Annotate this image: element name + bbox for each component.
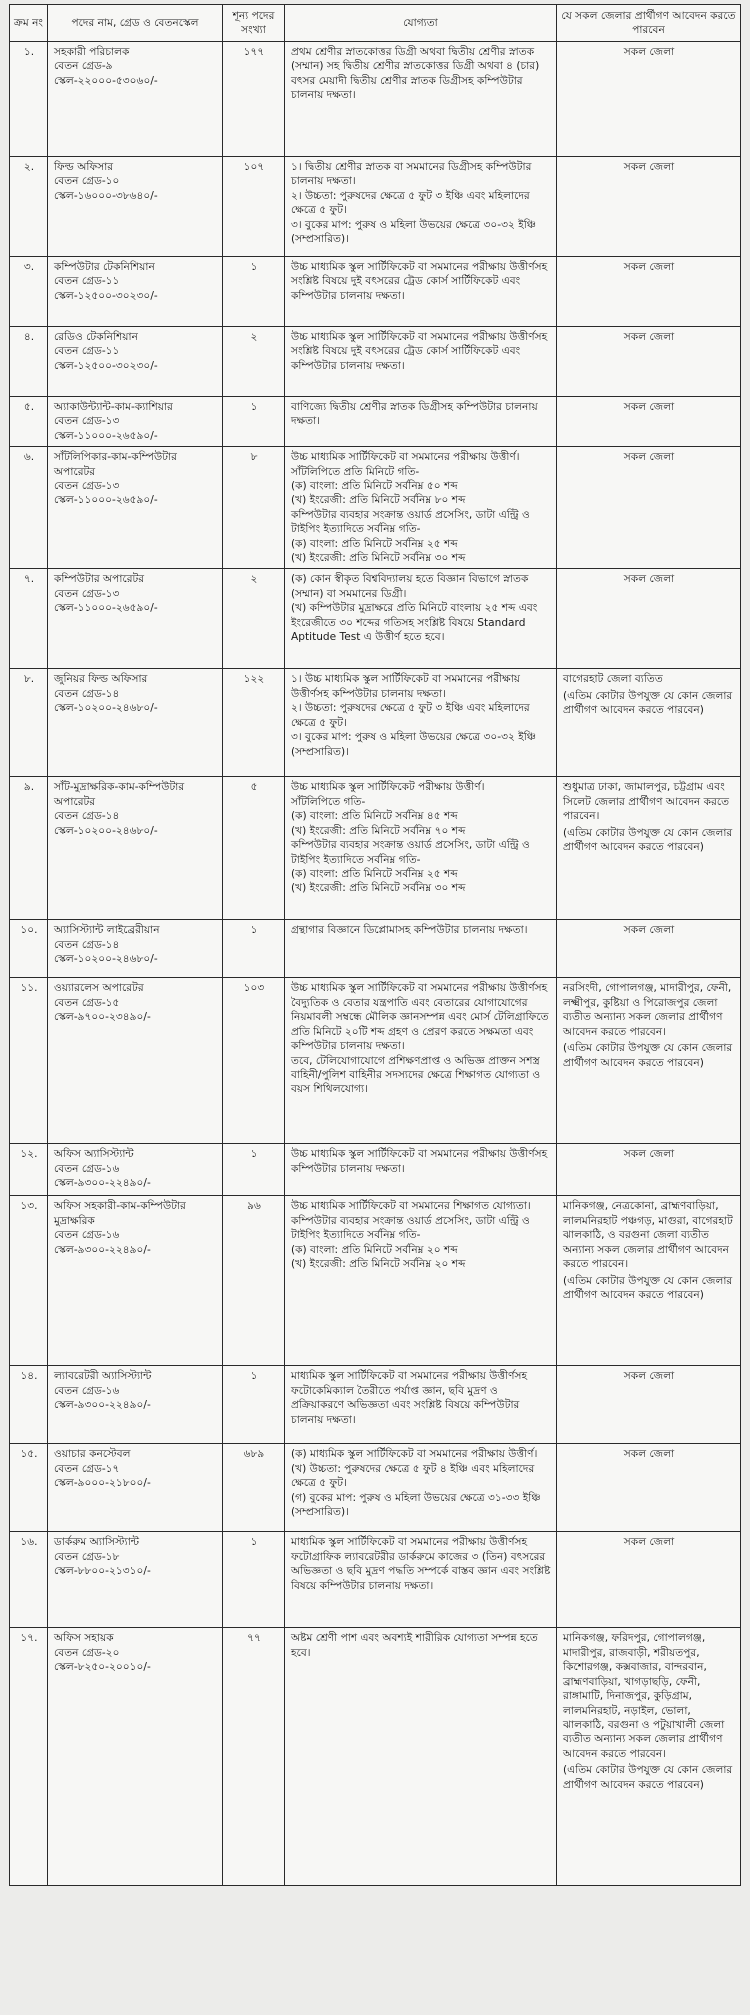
qualification-cell [285,669,557,777]
post-detail-line: ওয়্যারলেস অপারেটর [54,982,144,995]
serial-number-cell: ১১. [10,978,48,1144]
qualification-line: ২। উচ্চতা: পুরুষদের ক্ষেত্রে ৫ ফুট ৩ ইঞ্চি এবং মহিলাদের ক্ষেত্রে ৫ ফুট। [291,702,530,729]
post-detail-line: বেতন গ্রেড-১৮ [54,1550,120,1563]
qualification-cell [285,920,557,978]
post-detail-line: বেতন গ্রেড-১৪ [54,810,120,823]
qualification-line: উচ্চ মাধ্যমিক স্কুল সার্টিফিকেট পরীক্ষায় উত্তীর্ণ। [291,781,485,794]
table-row [10,1144,741,1196]
eligible-districts-cell [557,1532,741,1628]
post-name-cell [48,1144,223,1196]
vacancy-count-cell: ১২২ [223,669,285,777]
qualification-cell [285,1628,557,1886]
post-detail-line: অফিস সহকারী-কাম-কম্পিউটার মুদ্রাক্ষরিক [54,1200,186,1227]
post-detail-line: বেতন গ্রেড-১০ [54,175,120,188]
district-list: সকল জেলা [623,1370,675,1383]
district-list: মানিকগঞ্জ, নেত্রকোনা, ব্রাহ্মণবাড়িয়া, লালমনিরহাট পঞ্চগড়, মাগুরা, বাগেরহাট ঝালকাঠি, ও বরগুনা জেলা ব্যতীত অন্যান্য সকল জেলার প্রার্থীগণ আবেদন করতে পারবেন। [563,1200,733,1271]
table-row [10,257,741,327]
vacancy-count-cell: ১ [223,1366,285,1444]
qualification-line: ৩। বুকের মাপ: পুরুষ ও মহিলা উভয়ের ক্ষেত্রে ৩০-৩২ ইঞ্চি (সম্প্রসারিত)। [291,218,537,246]
district-list: নরসিংদী, গোপালগঞ্জ, মাদারীপুর, ফেনী, লক্ষ্মীপুর, কুষ্টিয়া ও পিরোজপুর জেলা ব্যতীত অন্যান্য সকল জেলার প্রার্থীগণ আবেদন করতে পারবেন। [563,982,732,1038]
serial-number-cell: ৮. [10,669,48,777]
qualification-cell [285,1444,557,1532]
post-detail-line: স্কেল-১২৫০০-৩০২৩০/- [54,359,158,372]
header-vacancy-count: শূন্য পদের সংখ্যা [223,5,285,42]
qualification-line: উচ্চ মাধ্যমিক স্কুল সার্টিফিকেট বা সমমানের পরীক্ষায় উত্তীর্ণসহ বৈদ্যুতিক ও বেতার যন্ত্রপাতি এবং বেতারের যোগাযোগের নিয়মাবলী সম্বন্ধে মৌলিক জ্ঞানসম্পন্ন এবং মোর্স টেলিগ্রাফিতে প্রতি মিনিটে ২০টি শব্দ গ্রহণ ও প্রেরণ করতে সক্ষমতা এবং কম্পিউটার চালনায় দক্ষতা। [291,982,549,1053]
post-detail-line: স্কেল-২২০০০-৫৩০৬০/- [54,74,158,87]
qualification-line: কম্পিউটার ব্যবহার সংক্রান্ত ওয়ার্ড প্রসেসিং, ডাটা এন্ট্রি ও টাইপিং ইত্যাদিতে সর্বনিম্ন গতি- [291,839,530,866]
post-name-cell [48,157,223,257]
vacancy-rows [10,42,741,1886]
table-row [10,669,741,777]
post-detail-line: বেতন গ্রেড-১৩ [54,415,120,428]
post-detail-line: স্কেল-৯৩০০-২২৪৯০/- [54,1399,151,1412]
qualification-line: মাধ্যমিক স্কুল সার্টিফিকেট বা সমমানের পরীক্ষায় উত্তীর্ণসহ ফটোকেমিক্যাল তৈরীতে পর্যাপ্ত জ্ঞান, ছবি মুদ্রণ ও প্রক্রিয়াকরণে অভিজ্ঞতা এবং সংশ্লিষ্ট বিষয়ে কম্পিউটার চালনায় দক্ষতা। [291,1370,528,1426]
post-detail-line: বেতন গ্রেড-১৪ [54,687,120,700]
post-detail-line: স্কেল-১২৫০০-৩০২৩০/- [54,289,158,302]
table-row [10,42,741,157]
post-name-cell [48,1532,223,1628]
post-name-cell [48,920,223,978]
qualification-line: (ক) বাংলা: প্রতি মিনিটে সর্বনিম্ন ২৫ শব্দ [291,867,458,880]
vacancy-count-cell: ৬৮৯ [223,1444,285,1532]
vacancy-count-cell: ২ [223,569,285,669]
post-detail-line: অফিস সহায়ক [54,1632,114,1645]
qualification-line: সাঁটলিপিতে গতি- [291,795,366,808]
qualification-line: ১। উচ্চ মাধ্যমিক স্কুল সার্টিফিকেট বা সমমানের পরীক্ষায় উত্তীর্ণসহ কম্পিউটার চালনায় দক্ষতা। [291,673,521,700]
district-list: বাগেরহাট জেলা ব্যতিত [563,673,663,686]
eligible-districts-cell [557,669,741,777]
qualification-line: ২। উচ্চতা: পুরুষদের ক্ষেত্রে ৫ ফুট ৩ ইঞ্চি এবং মহিলাদের ক্ষেত্রে ৫ ফুট। [291,189,530,217]
district-list: সকল জেলা [623,924,675,937]
post-detail-line: সাঁটলিপিকার-কাম-কম্পিউটার অপারেটর [54,451,177,478]
post-detail-line: ল্যাবরেটরী অ্যাসিস্ট্যান্ট [54,1370,152,1383]
header-eligible-districts: যে সকল জেলার প্রার্থীগণ আবেদন করতে পারবেন [557,5,741,42]
table-row [10,978,741,1144]
post-name-cell [48,327,223,397]
vacancy-count-cell: ১ [223,397,285,447]
vacancy-count-cell: ২ [223,327,285,397]
post-detail-line: বেতন গ্রেড-১১ [54,275,120,288]
vacancy-count-cell: ১০৩ [223,978,285,1144]
qualification-cell [285,257,557,327]
serial-number-cell: ৯. [10,777,48,920]
qualification-line: ১। দ্বিতীয় শ্রেণীর স্নাতক বা সমমানের ডিগ্রীসহ কম্পিউটার চালনায় দক্ষতা। [291,161,532,188]
qualification-line: তবে, টেলিযোগাযোগে প্রশিক্ষণপ্রাপ্ত ও অভিজ্ঞ প্রাক্তন সশস্ত্র বাহিনী/পুলিশ বাহিনীর সদস্যদের ক্ষেত্রে শিক্ষাগত যোগ্যতা ও বয়স শিথিলযোগ্য। [291,1054,541,1096]
post-detail-line: রেডিও টেকনিশিয়ান [54,331,138,343]
serial-number-cell: ১৫. [10,1444,48,1532]
vacancy-table [9,4,741,1886]
qualification-line: উচ্চ মাধ্যমিক সার্টিফিকেট বা সমমানের শিক্ষাগত যোগ্যতা। [291,1200,531,1213]
qualification-line: উচ্চ মাধ্যমিক স্কুল সার্টিফিকেট বা সমমানের পরীক্ষায় উত্তীর্ণসহ সংশ্লিষ্ট বিষয়ে দুই বৎসরের ট্রেড কোর্স সার্টিফিকেট এবং কম্পিউটার চালনায় দক্ষতা। [291,331,548,372]
post-detail-line: বেতন গ্রেড-২০ [54,1646,120,1659]
qualification-line: মাধ্যমিক স্কুল সার্টিফিকেট বা সমমানের পরীক্ষায় উত্তীর্ণসহ ফটোগ্রাফিক ল্যাবরেটরীর ডার্করুমে কাজের ৩ (তিন) বৎসরের অভিজ্ঞতা ও ছবি মুদ্রণ পদ্ধতি সম্পর্কে বাস্তব জ্ঞান এবং সংশ্লিষ্ট বিষয়ে কম্পিউটার চালনায় দক্ষতা। [291,1536,551,1592]
post-name-cell [48,669,223,777]
post-detail-line: স্কেল-১০২০০-২৪৬৮০/- [54,824,158,837]
district-list: সকল জেলা [623,261,675,273]
table-row [10,777,741,920]
table-row [10,1444,741,1532]
vacancy-count-cell: ১ [223,1532,285,1628]
serial-number-cell: ৩. [10,257,48,327]
qualification-line: কম্পিউটার ব্যবহার সংক্রান্ত ওয়ার্ড প্রসেসিং, ডাটা এন্ট্রি ও টাইপিং ইত্যাদিতে সর্বনিম্ন গতি- [291,508,530,536]
qualification-cell [285,569,557,669]
vacancy-count-cell: ৭৭ [223,1628,285,1886]
qualification-line: উচ্চ মাধ্যমিক সার্টিফিকেট বা সমমানের পরীক্ষায় উত্তীর্ণ। সাঁটলিপিতে প্রতি মিনিটে গতি- [291,451,520,478]
qualification-cell [285,327,557,397]
district-list: সকল জেলা [623,161,675,173]
eligible-districts-cell [557,1366,741,1444]
post-detail-line: স্কেল-১৬০০০-৩৮৬৪০/- [54,189,158,202]
post-detail-line: অ্যাকাউন্ট্যান্ট-কাম-ক্যাশিয়ার [54,401,173,413]
post-detail-line: স্কেল-১১০০০-২৬৫৯০/- [54,494,158,507]
post-detail-line: স্কেল-১০২০০-২৪৬৮০/- [54,953,158,966]
post-detail-line: স্কেল-৯০০০-২১৮০০/- [54,1477,151,1490]
post-detail-line: বেতন গ্রেড-৯ [54,60,113,73]
serial-number-cell: ৭. [10,569,48,669]
qualification-line: বাণিজ্যে দ্বিতীয় শ্রেণীর স্নাতক ডিগ্রীসহ কম্পিউটার চালনায় দক্ষতা। [291,401,538,428]
post-detail-line: স্কেল-৯৩০০-২২৪৯০/- [54,1243,151,1256]
district-list: সকল জেলা [623,46,675,58]
serial-number-cell: ১. [10,42,48,157]
post-detail-line: স্কেল-১১০০০-২৬৫৯০/- [54,429,158,442]
district-list: সকল জেলা [623,1148,675,1161]
post-detail-line: বেতন গ্রেড-১৩ [54,587,120,600]
eligible-districts-cell [557,257,741,327]
qualification-line: (ক) কোন স্বীকৃত বিশ্ববিদ্যালয় হতে বিজ্ঞান বিভাগে স্নাতক (সম্মান) বা সমমানের ডিগ্রী। [291,573,529,600]
orphan-quota-note: (এতিম কোটার উপযুক্ত যে কোন জেলার প্রার্থীগণ আবেদন করতে পারবেন) [563,826,733,854]
district-list: মানিকগঞ্জ, ফরিদপুর, গোপালগঞ্জ, মাদারীপুর, রাজবাড়ী, শরীয়তপুর, কিশোরগঞ্জ, কক্সবাজার, বান্দরবান, ব্রাহ্মণবাড়িয়া, খাগড়াছড়ি, ফেনী, রাঙ্গামাটি, দিনাজপুর, কুড়িগ্রাম, লালমনিরহাট, নড়াইল, ভোলা, ঝালকাঠি, বরগুনা ও পটুয়াখালী জেলা ব্যতীত অন্যান্য সকল জেলার প্রার্থীগণ আবেদন করতে পারবেন। [563,1632,725,1760]
post-name-cell [48,978,223,1144]
qualification-line: প্রথম শ্রেণীর স্নাতকোত্তর ডিগ্রী অথবা দ্বিতীয় শ্রেণীর স্নাতক (সম্মান) সহ দ্বিতীয় শ্রেণীর স্নাতকোত্তর ডিগ্রী অথবা ৪ (চার) বৎসর মেয়াদী দ্বিতীয় শ্রেণীর স্নাতক ডিগ্রীসহ কম্পিউটার চালনায় দক্ষতা। [291,46,540,102]
vacancy-count-cell: ১ [223,257,285,327]
post-detail-line: অফিস অ্যাসিস্ট্যান্ট [54,1148,134,1161]
qualification-cell [285,978,557,1144]
eligible-districts-cell [557,42,741,157]
eligible-districts-cell [557,777,741,920]
post-detail-line: ডার্করুম অ্যাসিস্ট্যান্ট [54,1536,140,1549]
serial-number-cell: ১২. [10,1144,48,1196]
district-list: সকল জেলা [623,331,675,343]
orphan-quota-note: (এতিম কোটার উপযুক্ত যে কোন জেলার প্রার্থীগণ আবেদন করতে পারবেন) [563,1764,733,1791]
post-name-cell [48,257,223,327]
table-row [10,569,741,669]
post-detail-line: কম্পিউটার অপারেটর [54,573,145,586]
vacancy-count-cell: ১ [223,1144,285,1196]
post-name-cell [48,397,223,447]
table-row [10,157,741,257]
district-list: সকল জেলা [623,573,675,586]
post-detail-line: বেতন গ্রেড-১১ [54,345,120,358]
header-qualification: যোগ্যতা [285,5,557,42]
vacancy-count-cell: ১৭৭ [223,42,285,157]
table-row [10,397,741,447]
eligible-districts-cell [557,1144,741,1196]
post-name-cell [48,1444,223,1532]
post-detail-line: বেতন গ্রেড-১৩ [54,480,120,493]
qualification-line: (খ) ইংরেজী: প্রতি মিনিটে সর্বনিম্ন ৩০ শব্দ [291,882,466,895]
eligible-districts-cell [557,447,741,569]
district-list: সকল জেলা [623,1536,675,1549]
eligible-districts-cell [557,1628,741,1886]
qualification-line: কম্পিউটার ব্যবহার সংক্রান্ত ওয়ার্ড প্রসেসিং, ডাটা এন্ট্রি ও টাইপিং ইত্যাদিতে সর্বনিম্ন গতি- [291,1214,530,1242]
post-detail-line: বেতন গ্রেড-১৬ [54,1229,120,1242]
vacancy-count-cell: ৮ [223,447,285,569]
qualification-line: (খ) ইংরেজী: প্রতি মিনিটে সর্বনিম্ন ৮০ শব্দ [291,494,466,507]
qualification-line: ৩। বুকের মাপ: পুরুষ ও মহিলা উভয়ের ক্ষেত্রে ৩০-৩২ ইঞ্চি (সম্প্রসারিত)। [291,731,537,758]
serial-number-cell: ৬. [10,447,48,569]
qualification-cell [285,1366,557,1444]
serial-number-cell: ১৩. [10,1196,48,1366]
orphan-quota-note: (এতিম কোটার উপযুক্ত যে কোন জেলার প্রার্থীগণ আবেদন করতে পারবেন) [563,689,733,717]
post-detail-line: সহকারী পরিচালক [54,46,130,58]
qualification-line: উচ্চ মাধ্যমিক স্কুল সার্টিফিকেট বা সমমানের পরীক্ষায় উত্তীর্ণসহ কম্পিউটার চালনায় দক্ষতা। [291,1148,548,1175]
eligible-districts-cell [557,920,741,978]
vacancy-count-cell: ৫ [223,777,285,920]
qualification-line: (খ) ইংরেজী: প্রতি মিনিটে সর্বনিম্ন ৭০ শব্দ [291,824,466,837]
post-detail-line: স্কেল-৯৩০০-২২৪৯০/- [54,1177,151,1190]
post-detail-line: সাঁট-মুদ্রাক্ষরিক-কাম-কম্পিউটার অপারেটর [54,781,185,808]
vacancy-count-cell: ১০৭ [223,157,285,257]
table-row [10,1532,741,1628]
post-detail-line: জুনিয়র ফিল্ড অফিসার [54,673,148,686]
post-detail-line: বেতন গ্রেড-১৭ [54,1462,120,1475]
serial-number-cell: ১৬. [10,1532,48,1628]
post-name-cell [48,777,223,920]
eligible-districts-cell [557,397,741,447]
eligible-districts-cell [557,978,741,1144]
post-detail-line: স্কেল-১০২০০-২৪৬৮০/- [54,702,158,715]
post-detail-line: কম্পিউটার টেকনিশিয়ান [54,261,155,273]
qualification-line: (খ) ইংরেজী: প্রতি মিনিটে সর্বনিম্ন ২০ শব্দ [291,1258,466,1271]
table-row [10,327,741,397]
post-name-cell [48,447,223,569]
serial-number-cell: ১০. [10,920,48,978]
qualification-cell [285,157,557,257]
qualification-cell [285,1532,557,1628]
qualification-line: (ক) বাংলা: প্রতি মিনিটে সর্বনিম্ন ৪৫ শব্দ [291,810,458,823]
qualification-line: অষ্টম শ্রেণী পাশ এবং অবশ্যই শারীরিক যোগ্যতা সম্পন্ন হতে হবে। [291,1632,538,1659]
post-detail-line: বেতন গ্রেড-১৬ [54,1384,120,1397]
post-name-cell [48,1628,223,1886]
eligible-districts-cell [557,569,741,669]
eligible-districts-cell [557,327,741,397]
vacancy-count-cell: ৯৬ [223,1196,285,1366]
post-detail-line: ওয়াচার কনস্টেবল [54,1448,131,1461]
serial-number-cell: ৪. [10,327,48,397]
qualification-line: (খ) কম্পিউটার মুদ্রাক্ষরে প্রতি মিনিটে বাংলায় ২৫ শব্দ এবং ইংরেজীতে ৩০ শব্দের গতিসহ সংশ্লিষ্ট বিষয়ে Standard Aptitude Test এ উত্তীর্ণ হতে হবে। [291,602,538,644]
post-name-cell [48,569,223,669]
eligible-districts-cell [557,1196,741,1366]
post-detail-line: স্কেল-৮২৫০-২০০১০/- [54,1661,151,1674]
orphan-quota-note: (এতিম কোটার উপযুক্ত যে কোন জেলার প্রার্থীগণ আবেদন করতে পারবেন) [563,1274,733,1301]
table-header-row [10,5,741,42]
post-name-cell [48,42,223,157]
qualification-cell [285,1196,557,1366]
qualification-cell [285,42,557,157]
qualification-line: (ক) বাংলা: প্রতি মিনিটে সর্বনিম্ন ২০ শব্দ [291,1243,458,1256]
qualification-line: উচ্চ মাধ্যমিক স্কুল সার্টিফিকেট বা সমমানের পরীক্ষায় উত্তীর্ণসহ সংশ্লিষ্ট বিষয়ে দুই বৎসরের ট্রেড কোর্স সার্টিফিকেট এবং কম্পিউটার চালনায় দক্ষতা। [291,261,548,302]
post-name-cell [48,1196,223,1366]
serial-number-cell: ৫. [10,397,48,447]
table-row [10,1366,741,1444]
qualification-line: (গ) বুকের মাপ: পুরুষ ও মহিলা উভয়ের ক্ষেত্রে ৩১-৩৩ ইঞ্চি (সম্প্রসারিত)। [291,1491,541,1519]
post-detail-line: বেতন গ্রেড-১৫ [54,996,120,1009]
post-detail-line: বেতন গ্রেড-১৬ [54,1162,120,1175]
qualification-cell [285,447,557,569]
table-row [10,447,741,569]
header-serial-no: ক্রম নং [10,5,48,42]
table-row [10,920,741,978]
eligible-districts-cell [557,1444,741,1532]
qualification-line: গ্রন্থাগার বিজ্ঞানে ডিপ্লোমাসহ কম্পিউটার চালনায় দক্ষতা। [291,924,528,937]
eligible-districts-cell [557,157,741,257]
post-detail-line: অ্যাসিস্ট্যান্ট লাইব্রেরীয়ান [54,924,160,937]
header-post-name: পদের নাম, গ্রেড ও বেতনস্কেল [48,5,223,42]
district-list: সকল জেলা [623,1448,675,1461]
serial-number-cell: ১৭. [10,1628,48,1886]
qualification-line: (খ) উচ্চতা: পুরুষদের ক্ষেত্রে ৫ ফুট ৪ ইঞ্চি এবং মহিলাদের ক্ষেত্রে ৫ ফুট। [291,1462,535,1490]
vacancy-count-cell: ১ [223,920,285,978]
serial-number-cell: ১৪. [10,1366,48,1444]
qualification-line: (খ) ইংরেজী: প্রতি মিনিটে সর্বনিম্ন ৩০ শব্দ [291,552,466,565]
district-list: সকল জেলা [623,451,675,464]
qualification-cell [285,1144,557,1196]
post-detail-line: স্কেল-৯৭০০-২৩৪৯০/- [54,1011,151,1024]
serial-number-cell: ২. [10,157,48,257]
qualification-line: (ক) বাংলা: প্রতি মিনিটে সর্বনিম্ন ৫০ শব্দ [291,480,458,493]
orphan-quota-note: (এতিম কোটার উপযুক্ত যে কোন জেলার প্রার্থীগণ আবেদন করতে পারবেন) [563,1042,733,1069]
table-row [10,1628,741,1886]
district-list: সকল জেলা [623,401,675,413]
post-name-cell [48,1366,223,1444]
qualification-line: (ক) বাংলা: প্রতি মিনিটে সর্বনিম্ন ২৫ শব্দ [291,537,458,550]
qualification-line: (ক) মাধ্যমিক স্কুল সার্টিফিকেট বা সমমানের পরীক্ষায় উত্তীর্ণ। [291,1448,538,1461]
post-detail-line: ফিল্ড অফিসার [54,161,114,173]
post-detail-line: বেতন গ্রেড-১৪ [54,938,120,951]
district-list: শুধুমাত্র ঢাকা, জামালপুর, চট্টগ্রাম এবং সিলেট জেলার প্রার্থীগণ আবেদন করতে পারবেন। [563,781,730,823]
post-detail-line: স্কেল-৮৮০০-২১৩১০/- [54,1565,151,1578]
qualification-cell [285,397,557,447]
post-detail-line: স্কেল-১১০০০-২৬৫৯০/- [54,602,158,615]
qualification-cell [285,777,557,920]
table-row [10,1196,741,1366]
